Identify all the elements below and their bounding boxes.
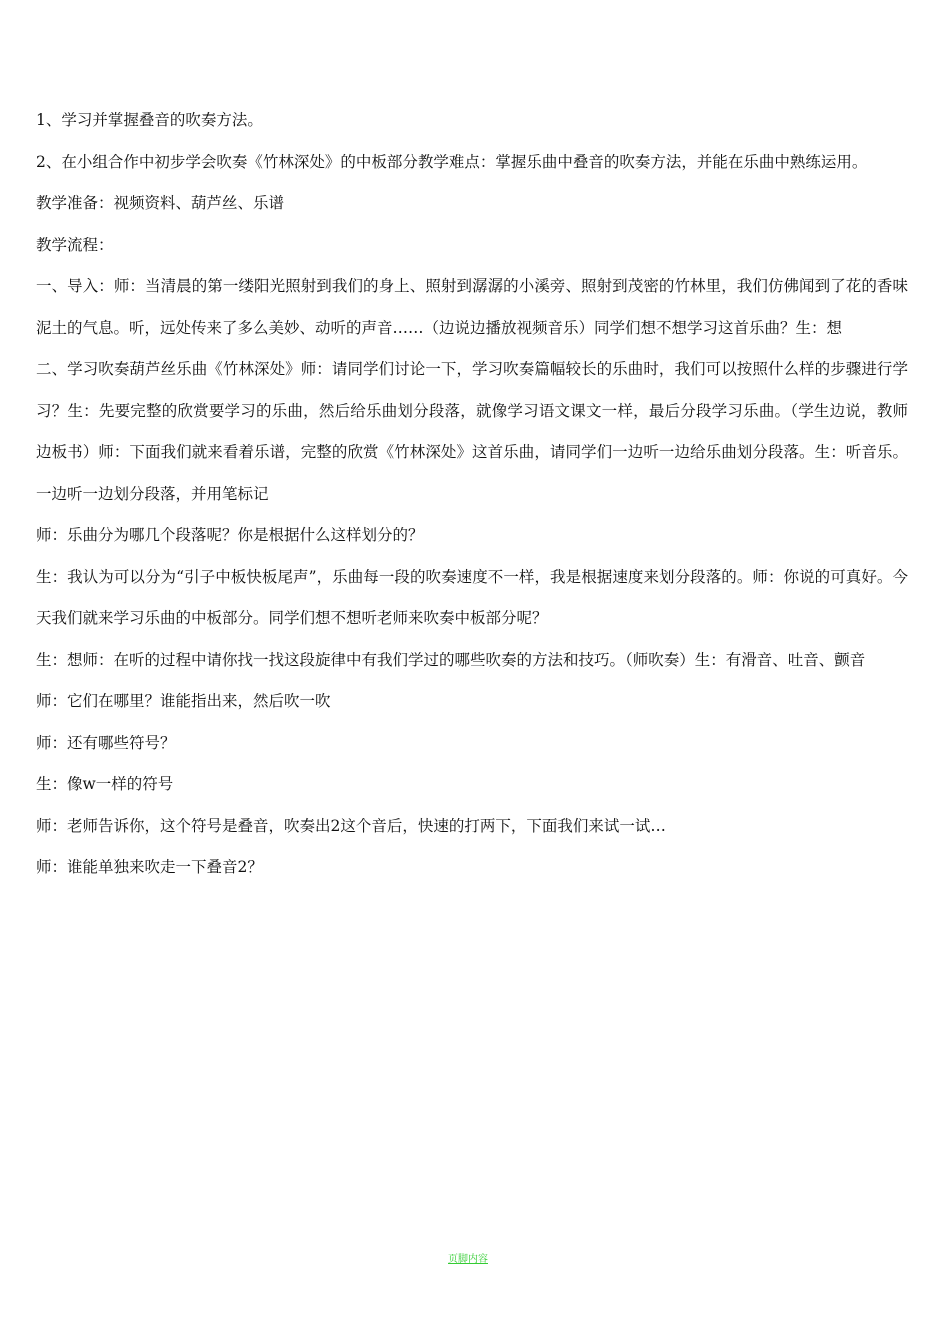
paragraph: 教学流程： <box>36 235 114 254</box>
paragraph: 教学准备：视频资料、葫芦丝、乐谱 <box>36 194 285 212</box>
paragraph: 生：像w一样的符号 <box>36 775 174 793</box>
paragraph: 师：乐曲分为哪几个段落呢？你是根据什么这样划分的？ <box>36 526 424 544</box>
paragraph: 师：还有哪些符号？ <box>36 733 176 752</box>
document-body <box>36 100 908 889</box>
paragraph: 师：它们在哪里？谁能指出来，然后吹一吹 <box>36 692 331 710</box>
paragraph: 生：想师：在听的过程中请你找一找这段旋律中有我们学过的哪些吹奏的方法和技巧。（师吹奏）生：有滑音、吐音、颤音 <box>36 650 866 669</box>
paragraph: 1、学习并掌握叠音的吹奏方法。 <box>36 111 263 129</box>
page-footer: 页脚内容 <box>448 1254 488 1265</box>
paragraph: 师：谁能单独来吹走一下叠音2？ <box>36 858 263 876</box>
paragraph: 师：老师告诉你，这个符号是叠音，吹奏出2这个音后，快速的打两下，下面我们来试一试… <box>36 816 666 835</box>
paragraph: 二、学习吹奏葫芦丝乐曲《竹林深处》师：请同学们讨论一下，学习吹奏篇幅较长的乐曲时，我们可以按照什么样的步骤进行学习？生：先要完整的欣赏要学习的乐曲，然后给乐曲划分段落，就像学习语文课文一样，最后分段学习乐曲。（学生边说，教师边板书）师：下面我们就来看着乐谱，完整的欣赏《竹林深处》这首乐曲，请同学们一边听一边给乐曲划分段落。生：听音乐。一边听一边划分段落，并用笔标记 <box>36 360 908 503</box>
paragraph: 2、在小组合作中初步学会吹奏《竹林深处》的中板部分教学难点：掌握乐曲中叠音的吹奏方法，并能在乐曲中熟练运用。 <box>36 152 868 171</box>
paragraph: 一、导入：师：当清晨的第一缕阳光照射到我们的身上、照射到潺潺的小溪旁、照射到茂密的竹林里，我们仿佛闻到了花的香味泥土的气息。听，远处传来了多么美妙、动听的声音……（边说边播放视频音乐）同学们想不想学习这首乐曲？生：想 <box>36 277 908 337</box>
paragraph: 生：我认为可以分为“引子中板快板尾声”，乐曲每一段的吹奏速度不一样，我是根据速度来划分段落的。师：你说的可真好。今天我们就来学习乐曲的中板部分。同学们想不想听老师来吹奏中板部分呢？ <box>36 567 908 627</box>
